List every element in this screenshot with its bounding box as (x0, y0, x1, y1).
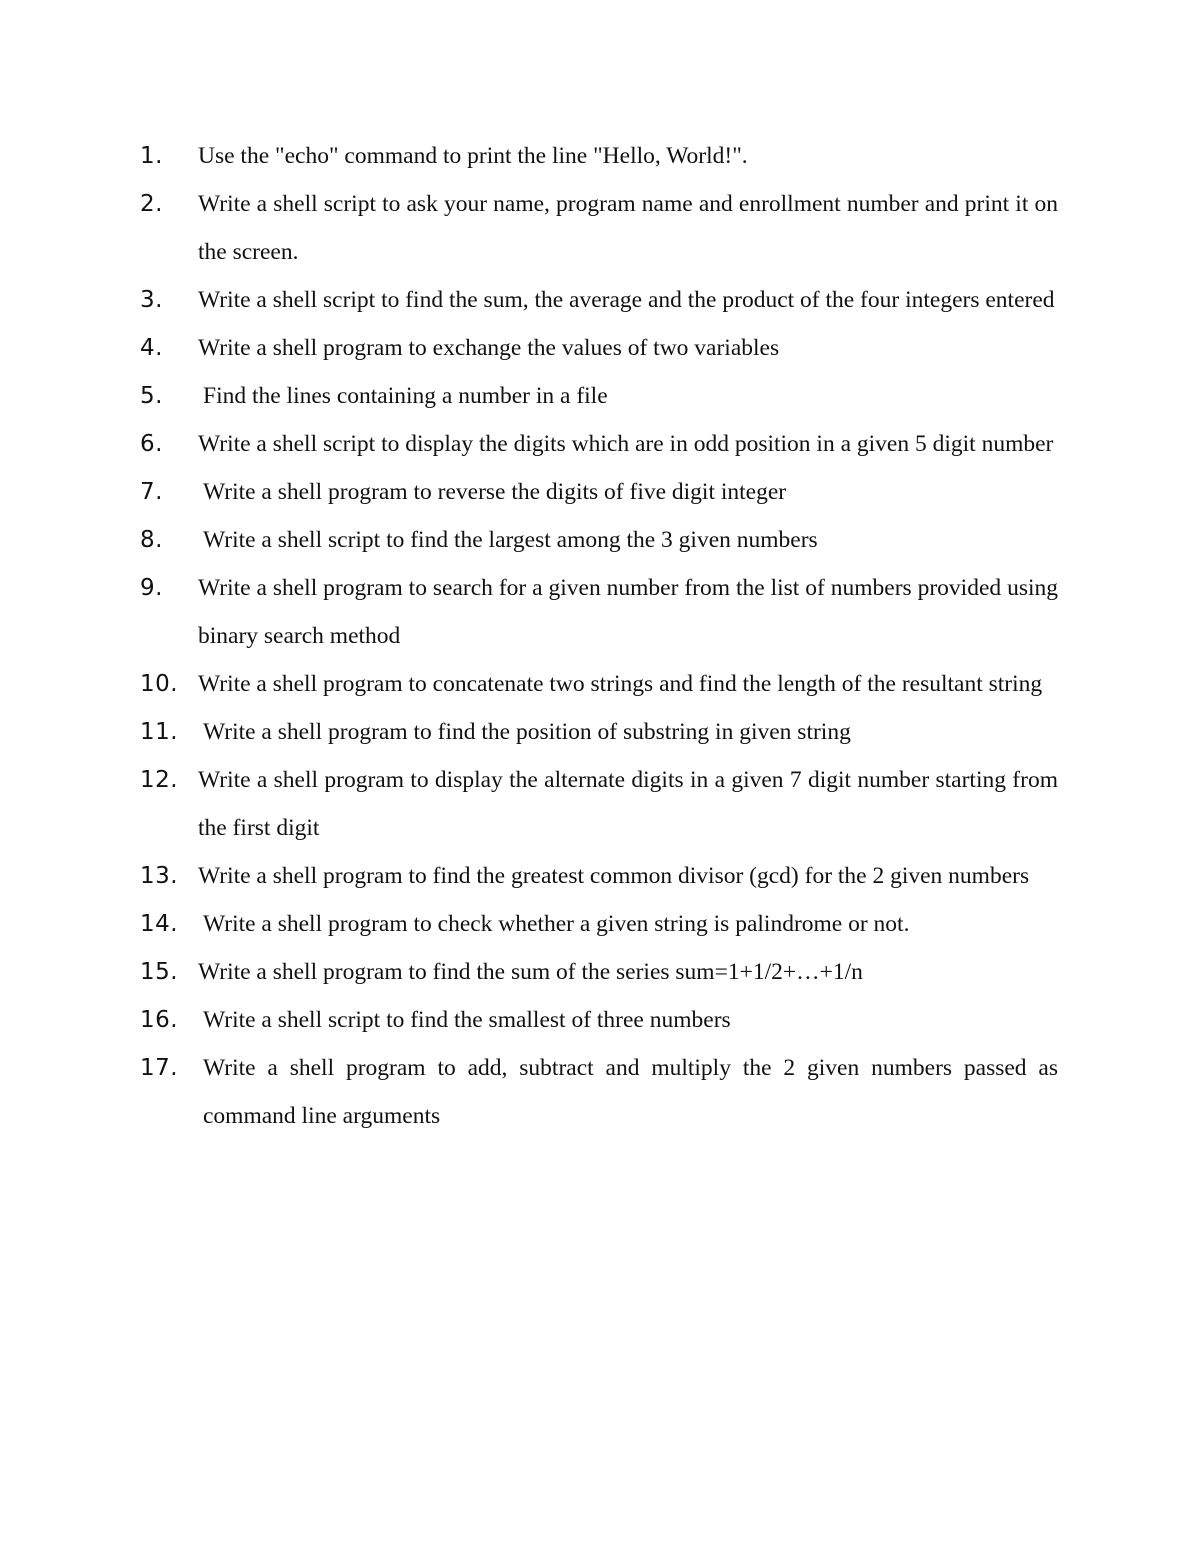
question-list (140, 132, 1058, 1140)
item-number: 3. (140, 287, 163, 313)
list-item (140, 420, 1058, 468)
item-text: Write a shell program to find the greatest common divisor (gcd) for the 2 given numbers (198, 863, 1030, 889)
item-number: 14. (140, 911, 179, 937)
list-item (140, 852, 1058, 900)
list-item (140, 756, 1058, 852)
item-number: 16. (140, 1007, 179, 1033)
list-item (140, 996, 1058, 1044)
item-number: 10. (140, 671, 179, 697)
item-text: Write a shell program to find the sum of the series sum=1+1/2+…+1/n (198, 959, 863, 985)
item-number: 4. (140, 335, 163, 361)
item-number: 9. (140, 575, 163, 601)
item-text: Write a shell script to find the smallest of three numbers (203, 1007, 731, 1033)
list-item (140, 132, 1058, 180)
list-item (140, 564, 1058, 660)
item-text: Write a shell program to reverse the digits of five digit integer (203, 479, 787, 505)
item-text: Write a shell program to find the position of substring in given string (203, 719, 851, 745)
item-number: 5. (140, 383, 163, 409)
list-item (140, 468, 1058, 516)
list-item (140, 324, 1058, 372)
item-number: 8. (140, 527, 163, 553)
item-number: 2. (140, 191, 163, 217)
item-number: 11. (140, 719, 179, 745)
item-text: Write a shell program to display the alternate digits in a given 7 digit number starting from the first digit (198, 767, 1058, 841)
list-item (140, 708, 1058, 756)
item-text: Write a shell program to check whether a given string is palindrome or not. (203, 911, 910, 937)
item-text: Write a shell program to concatenate two strings and find the length of the resultant string (198, 671, 1043, 697)
list-item (140, 1044, 1058, 1140)
list-item (140, 660, 1058, 708)
list-item (140, 900, 1058, 948)
item-text: Write a shell script to find the largest among the 3 given numbers (203, 527, 818, 553)
item-number: 15. (140, 959, 179, 985)
item-text: Use the "echo" command to print the line "Hello, World!". (198, 143, 748, 169)
item-text: Write a shell program to search for a given number from the list of numbers provided using binary search method (198, 575, 1058, 649)
item-number: 1. (140, 143, 163, 169)
item-number: 12. (140, 767, 179, 793)
list-item (140, 516, 1058, 564)
item-number: 6. (140, 431, 163, 457)
item-number: 17. (140, 1055, 179, 1081)
item-text: Write a shell script to display the digits which are in odd position in a given 5 digit number (198, 431, 1054, 457)
list-item (140, 948, 1058, 996)
item-number: 7. (140, 479, 163, 505)
list-item (140, 180, 1058, 276)
item-number: 13. (140, 863, 179, 889)
item-text: Write a shell script to ask your name, program name and enrollment number and print it on the screen. (198, 191, 1058, 265)
item-text: Find the lines containing a number in a file (203, 383, 608, 409)
item-text: Write a shell script to find the sum, the average and the product of the four integers entered (198, 287, 1055, 313)
item-text: Write a shell program to add, subtract and multiply the 2 given numbers passed as command line arguments (203, 1055, 1058, 1129)
item-text: Write a shell program to exchange the values of two variables (198, 335, 780, 361)
list-item (140, 276, 1058, 324)
list-item (140, 372, 1058, 420)
